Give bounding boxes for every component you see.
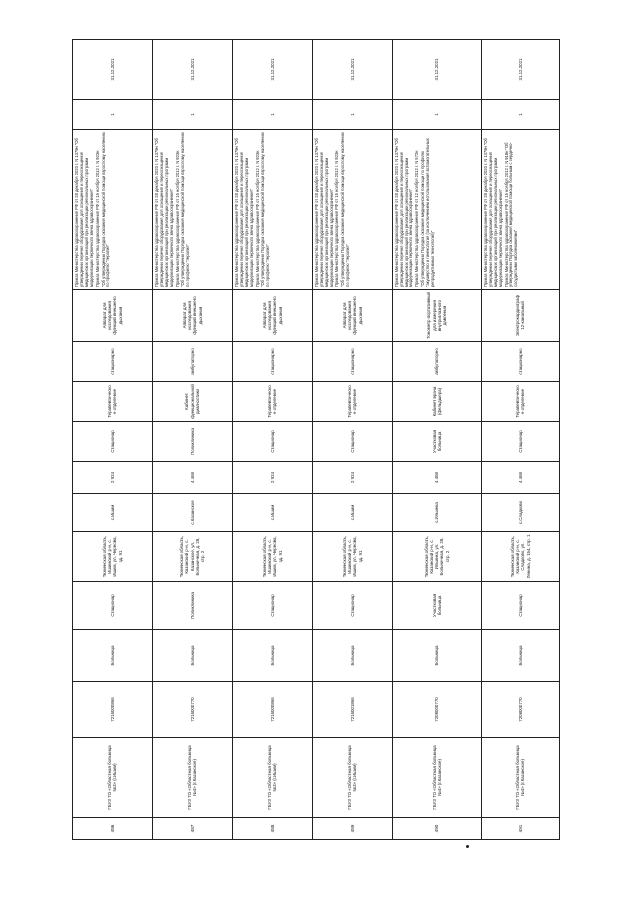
unit-kind: Стационар	[481, 422, 559, 462]
legal-reference: Приказ Министерства здравоохранения РФ от 28 декабря 2020 г. N 1379н "Об утверждении перечня оборудования для оснащения и переоснащения медицинских организаций при реализации региональных программ модернизации первичного звена здравоохранения"	[482, 138, 503, 287]
unit-address: Тюменская область, Казанский р-н, с. Сладково, ул. Ленина, д. 154, стр. 1	[481, 532, 559, 582]
settlement-name: с.Ильинка	[392, 494, 481, 532]
legal-reference: Приказ Министерства здравоохранения РФ от 15 ноября 2012 г. N 923н	[334, 150, 340, 287]
legal-reference: "Об утверждении Порядка оказания медицинской помощи по профилю "акушерство и гинекология (за исключением использования вспомогательных репродуктивных технологий)"	[420, 138, 436, 287]
pen-dot-mark	[466, 845, 469, 848]
legal-reference: Приказ Министерства здравоохранения РФ от 15 ноября 2012 г. N 923н	[174, 150, 180, 287]
institution-type: Больница	[232, 630, 312, 682]
care-mode: амбулаторно	[392, 342, 481, 382]
organization-name: ГБУЗ ТО «Областная больница №4» (г.Казанское)	[481, 738, 559, 818]
organization-name: ГБУЗ ТО «Областная больница №3» (г.Ишим)	[232, 738, 312, 818]
row-number: 490	[392, 818, 481, 840]
unit-kind: Стационар	[312, 422, 392, 462]
organization-name: ГБУЗ ТО «Областная больница №3» (г.Ишим)	[73, 738, 153, 818]
equipment-name: Электрокардиограф 12-канальный	[481, 290, 559, 342]
equipment-name: Аппарат для исследования функций внешнего дыхания	[232, 290, 312, 342]
unit-type: Стационар	[481, 582, 559, 630]
organization-inn: 7216001866	[312, 682, 392, 738]
row-number: 486	[73, 818, 153, 840]
department-name: Терапевтическое отделение	[73, 382, 153, 422]
population-count: 4 468	[152, 462, 232, 494]
unit-kind: Поликлиника	[152, 422, 232, 462]
department-name: Кабинет функциональной диагностики	[152, 382, 232, 422]
population-count: 4 468	[392, 462, 481, 494]
deadline-date: 31.12.2021	[392, 40, 481, 100]
legal-reference: Приказ Министерства здравоохранения РФ от 15 ноября 2012 г. N 918н "Об утверждении Порядка оказания медицинской помощи больным с сердечно-сосудистыми заболеваниями"	[503, 142, 519, 287]
table-row	[73, 40, 153, 840]
unit-type: Поликлиника	[152, 582, 232, 630]
organization-inn: 7216000866	[73, 682, 153, 738]
legal-basis	[481, 130, 559, 290]
organization-inn: 7216000866	[232, 682, 312, 738]
unit-type: Стационар	[73, 582, 153, 630]
rotated-table-wrapper	[72, 40, 560, 840]
deadline-date: 31.12.2021	[152, 40, 232, 100]
equipment-quantity: 1	[232, 100, 312, 130]
legal-basis	[73, 130, 153, 290]
population-count: 2 924	[232, 462, 312, 494]
population-count: 2 924	[312, 462, 392, 494]
care-mode: стационарно	[73, 342, 153, 382]
deadline-date: 31.12.2021	[312, 40, 392, 100]
unit-address: Тюменская область, Ишимский р-н, с. Ишим, ул. Чернова, зд. 91	[73, 532, 153, 582]
row-number: 491	[481, 818, 559, 840]
legal-reference: Приказ Министерства здравоохранения РФ от 12 ноября 2012 г. N 572н	[414, 150, 420, 287]
deadline-date: 31.12.2021	[481, 40, 559, 100]
legal-reference: Приказ Министерства здравоохранения РФ от 15 ноября 2012 г. N 923н	[254, 150, 260, 287]
equipment-name: Аппарат для исследования функций внешнего дыхания	[73, 290, 153, 342]
unit-kind: Стационар	[232, 422, 312, 462]
organization-inn: 7208000770	[481, 682, 559, 738]
legal-reference: "Об утверждении Порядка оказания медицинской помощи взрослому населению по профилю "терапия"	[180, 132, 191, 287]
row-number: 487	[152, 818, 232, 840]
settlement-name: с.Ишим	[312, 494, 392, 532]
organization-name: ГБУЗ ТО «Областная больница №4» (г.Казанское)	[392, 738, 481, 818]
organization-name: ГБУЗ ТО «Областная больница №3» (г.Ишим)	[312, 738, 392, 818]
legal-reference: Приказ Министерства здравоохранения РФ от 28 декабря 2020 г. N 1379н "Об утверждении перечня оборудования для оснащения и переоснащения медицинских организаций при реализации региональных программ модернизации первичного звена здравоохранения"	[313, 138, 334, 287]
settlement-name: с.Казанское	[152, 494, 232, 532]
department-name: Терапевтическое отделение	[232, 382, 312, 422]
equipment-table	[72, 39, 560, 840]
department-name: Терапевтическое отделение	[481, 382, 559, 422]
equipment-name: Аппарат для исследования функций внешнего дыхания	[312, 290, 392, 342]
unit-kind: Участковая больница	[392, 422, 481, 462]
equipment-quantity: 1	[152, 100, 232, 130]
unit-address: Тюменская область, Ишимский р-н, с. Ишим, ул. Чернова, зд. 91	[312, 532, 392, 582]
equipment-quantity: 1	[392, 100, 481, 130]
institution-type: Больница	[312, 630, 392, 682]
institution-type: Больница	[392, 630, 481, 682]
organization-inn: 7216000770	[152, 682, 232, 738]
care-mode: стационарно	[312, 342, 392, 382]
unit-kind: Стационар	[73, 422, 153, 462]
care-mode: стационарно	[481, 342, 559, 382]
equipment-quantity: 1	[481, 100, 559, 130]
organization-inn: 7208000770	[392, 682, 481, 738]
legal-basis	[392, 130, 481, 290]
table-body	[73, 40, 560, 840]
table-row	[312, 40, 392, 840]
population-count: 2 924	[73, 462, 153, 494]
legal-reference: Приказ Министерства здравоохранения РФ от 28 декабря 2020 г. N 1379н "Об утверждении перечня оборудования для оснащения и переоснащения медицинских организаций при реализации региональных программ модернизации первичного звена здравоохранения"	[153, 138, 174, 287]
unit-type: Стационар	[312, 582, 392, 630]
legal-reference: "Об утверждении Порядка оказания медицинской помощи взрослому населению по профилю "терапия"	[100, 132, 111, 287]
institution-type: Больница	[152, 630, 232, 682]
legal-basis	[312, 130, 392, 290]
deadline-date: 31.12.2021	[232, 40, 312, 100]
organization-name: ГБУЗ ТО «Областная больница №4» (г.Казанское)	[152, 738, 232, 818]
legal-reference: Приказ Министерства здравоохранения РФ от 28 декабря 2020 г. N 1379н "Об утверждении перечня оборудования для оснащения и переоснащения медицинских организаций при реализации региональных программ модернизации первичного звена здравоохранения"	[74, 138, 94, 287]
legal-reference: "Об утверждении Порядка оказания медицинской помощи взрослому населению по профилю "терапия"	[260, 132, 271, 287]
settlement-name: с.Сладково	[481, 494, 559, 532]
unit-address: Тюменская область, Казанский р-н, с. Ильинка, ул. Больничная, д. 28, стр. 2	[392, 532, 481, 582]
legal-reference: Приказ Министерства здравоохранения РФ от 28 декабря 2020 г. N 1379н "Об утверждении перечня оборудования для оснащения и переоснащения медицинских организаций при реализации региональных программ модернизации первичного звена здравоохранения"	[233, 138, 254, 287]
institution-type: Больница	[481, 630, 559, 682]
equipment-quantity: 1	[312, 100, 392, 130]
unit-address: Тюменская область, Казанский р-н, с. Казанское, ул. Больничная, д. 28, стр. 2	[152, 532, 232, 582]
legal-reference: Приказ Министерства здравоохранения РФ от 15 ноября 2012 г. N 923н	[94, 150, 100, 287]
department-name: Терапевтическое отделение	[312, 382, 392, 422]
legal-reference: "Об утверждении Порядка оказания медицинской помощи взрослому населению по профилю "терапия"	[340, 132, 351, 287]
table-row	[392, 40, 481, 840]
table-row	[232, 40, 312, 840]
settlement-name: с.Ишим	[232, 494, 312, 532]
unit-type: Участковая больница	[392, 582, 481, 630]
care-mode: амбулаторно	[152, 342, 232, 382]
unit-address: Тюменская область, Ишимский р-н, с. Ишим, ул. Чернова, зд. 91	[232, 532, 312, 582]
legal-reference: Приказ Министерства здравоохранения РФ от 28 декабря 2020 г. N 1379н "Об утверждении перечня оборудования для оснащения и переоснащения медицинских организаций при реализации региональных программ модернизации первичного звена здравоохранения"	[393, 138, 414, 287]
equipment-name: Тонометр портативный для измерения внутриглазного давления	[392, 290, 481, 342]
legal-basis	[232, 130, 312, 290]
department-name: Кабинет врача (фельдшера)	[392, 382, 481, 422]
unit-type: Стационар	[232, 582, 312, 630]
row-number: 488	[232, 818, 312, 840]
institution-type: Больница	[73, 630, 153, 682]
row-number: 489	[312, 818, 392, 840]
settlement-name: с.Ишим	[73, 494, 153, 532]
table-row	[481, 40, 559, 840]
deadline-date: 31.12.2021	[73, 40, 153, 100]
care-mode: стационарно	[232, 342, 312, 382]
legal-basis	[152, 130, 232, 290]
table-row	[152, 40, 232, 840]
equipment-quantity: 1	[73, 100, 153, 130]
population-count: 4 468	[481, 462, 559, 494]
equipment-name: Аппарат для исследования функций внешнего дыхания	[152, 290, 232, 342]
